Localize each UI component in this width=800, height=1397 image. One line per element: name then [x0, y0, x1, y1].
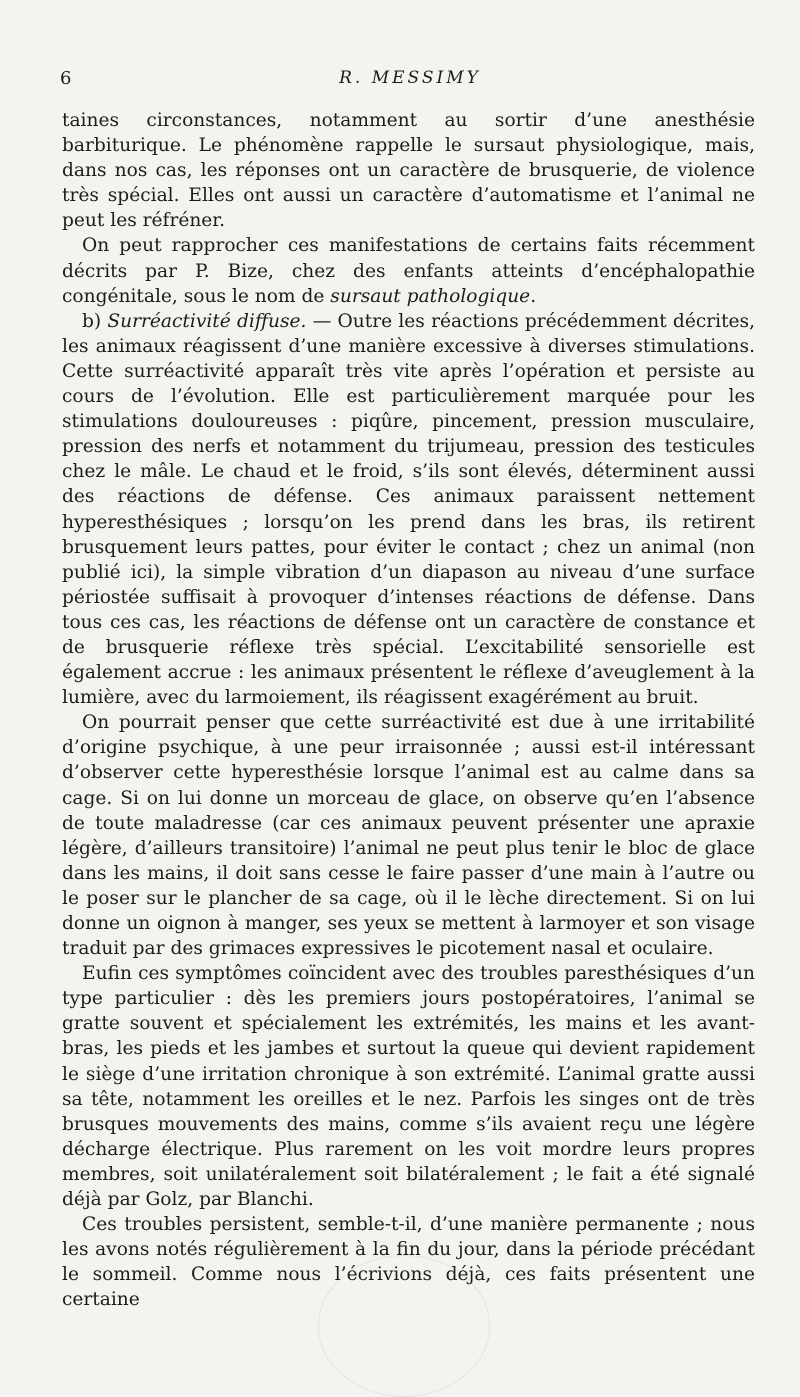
- section-heading: Surréactivité diffuse.: [107, 310, 307, 332]
- page-header: [60, 68, 760, 94]
- paragraph: b) Surréactivité diffuse. — Outre les réactions précédemment décrites, les animaux réagissent d’une manière excessive à diverses stimulations. Cette surréactivité apparaît très vite après l’opération et persiste au cours de l’évolution. Elle est particulièrement marquée pour les stimulations douloureuses : piqûre, pincement, pression musculaire, pression des nerfs et notamment du trijumeau, pression des testicules chez le mâle. Le chaud et le froid, s’ils sont élevés, déterminent aussi des réactions de défense. Ces animaux paraissent nettement hyperesthésiques ; lorsqu’on les prend dans les bras, ils retirent brusquement leurs pattes, pour éviter le contact ; chez un animal (non publié ici), la simple vibration d’un diapason au niveau d’une surface périostée suffisait à provoquer d’intenses réactions de défense. Dans tous ces cas, les réactions de défense ont un caractère de constance et de brusquerie réflexe très spécial. L’excitabilité sensorielle est également accrue : les animaux présentent le réflexe d’aveuglement à la lumière, avec du larmoiement, ils réagissent exagérément au bruit.: [62, 310, 756, 709]
- paragraph: Eufin ces symptômes coïncident avec des troubles paresthésiques d’un type particulier : dès les premiers jours postopératoires, l’animal se gratte souvent et spécialement les extrémités, les mains et les avant-bras, les pieds et les jambes et surtout la queue qui devient rapidement le siège d’une irritation chronique à son extrémité. L’animal gratte aussi sa tête, notamment les oreilles et le nez. Parfois les singes ont de très brusques mouvements des mains, comme s’ils avaient reçu une légère décharge électrique. Plus rarement on les voit mordre leurs propres membres, soit unilatéralement soit bilatéralement ; le fait a été signalé déjà par Golz, par Blanchi.: [62, 963, 755, 1211]
- body-text: [62, 108, 755, 1313]
- italic-term: sursaut pathologique: [330, 285, 531, 307]
- faint-library-stamp: [318, 1255, 490, 1397]
- paragraph: On pourrait penser que cette surréactivité est due à une irritabilité d’origine psychique, à une peur irraisonnée ; aussi est-il intéressant d’observer cette hyperesthésie lorsque l’animal est au calme dans sa cage. Si on lui donne un morceau de glace, on observe qu’en l’absence de toute maladresse (car ces animaux peuvent présenter une apraxie légère, d’ailleurs transitoire) l’animal ne peut plus tenir le bloc de glace dans les mains, il doit sans cesse le faire passer d’une main à l’autre ou le poser sur le plancher de sa cage, où il le lèche directement. Si on lui donne un oignon à manger, ses yeux se mettent à larmoyer et son visage traduit par des grimaces expressives le picotement nasal et oculaire.: [62, 712, 755, 960]
- paragraph: On peut rapprocher ces manifestations de certains faits récemment décrits par P. Bize, chez des enfants atteints d’encéphalopathie congénitale, sous le nom de sursaut pathologique.: [62, 235, 755, 307]
- paragraph: Ces troubles persistent, semble-t-il, d’une manière permanente ; nous les avons notés régulièrement à la fin du jour, dans la période précédant le sommeil. Comme nous l’écrivions déjà, ces faits présentent une certaine: [62, 1214, 755, 1311]
- page-number: 6: [60, 68, 72, 89]
- paragraph: taines circonstances, notamment au sortir d’une anesthésie barbiturique. Le phénomène rappelle le sursaut physiologique, mais, dans nos cas, les réponses ont un caractère de brusquerie, de violence très spécial. Elles ont aussi un caractère d’automatisme et l’animal ne peut les réfréner.: [62, 110, 755, 232]
- running-head: R. MESSIMY: [339, 68, 481, 88]
